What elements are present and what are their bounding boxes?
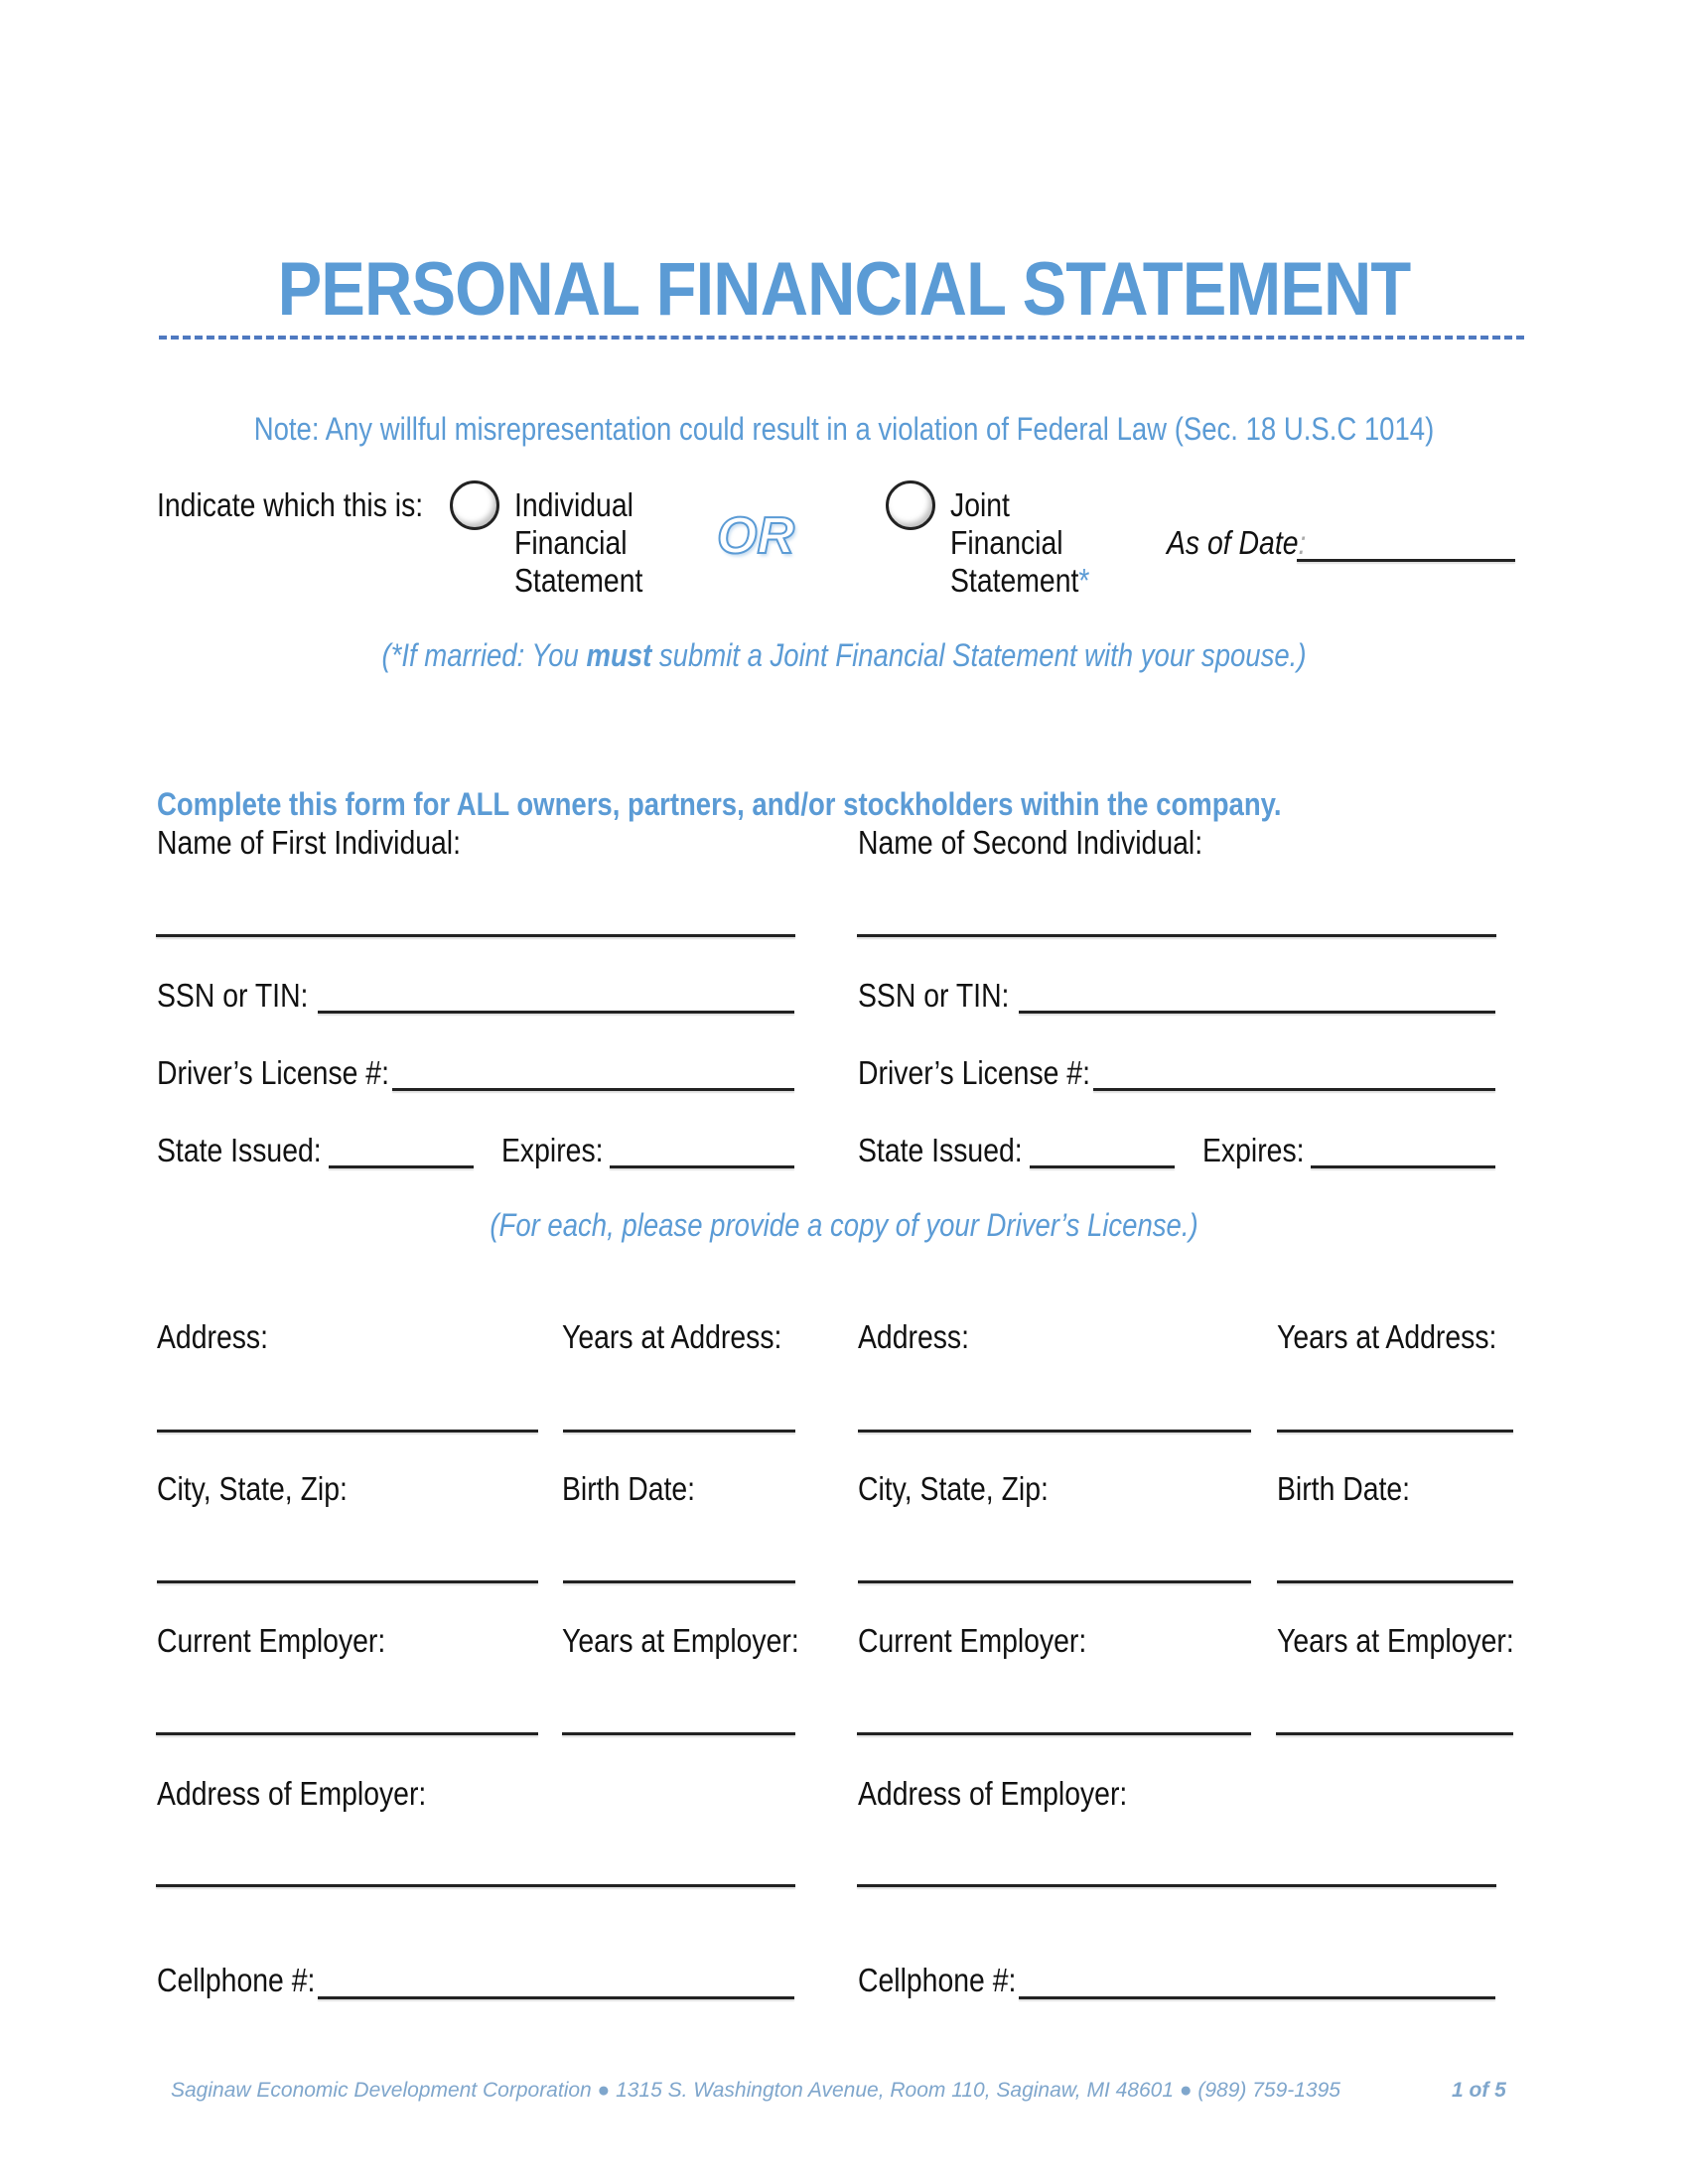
legal-note: Note: Any willful misrepresentation could result in a violation of Federal Law (Sec. 18 U.S.C 1014): [253, 411, 1435, 447]
joint-statement-label: [950, 486, 1089, 600]
joint-statement-radio[interactable]: [886, 480, 935, 530]
first-birth-field[interactable]: [563, 1580, 795, 1583]
second-name-label: Name of Second Individual:: [858, 824, 1203, 861]
first-expires-field[interactable]: [610, 1165, 794, 1168]
second-name-field[interactable]: [857, 934, 1496, 937]
individual-statement-radio[interactable]: [450, 480, 499, 530]
as-of-date-label: [1167, 524, 1306, 562]
drivers-license-note: (For each, please provide a copy of your Driver’s License.): [490, 1207, 1198, 1243]
first-ssn-label: SSN or TIN:: [157, 977, 309, 1014]
as-of-date-text: As of Date: [1167, 524, 1299, 561]
second-ssn-label: SSN or TIN:: [858, 977, 1010, 1014]
second-state-field[interactable]: [1030, 1165, 1175, 1168]
first-years-address-label: Years at Address:: [562, 1318, 782, 1355]
married-note: [118, 637, 1570, 674]
second-ssn-field[interactable]: [1019, 1011, 1495, 1014]
first-dl-field[interactable]: [392, 1088, 794, 1091]
second-years-address-field[interactable]: [1277, 1430, 1513, 1433]
second-birth-label: Birth Date:: [1277, 1470, 1411, 1507]
second-employer-address-field[interactable]: [857, 1884, 1496, 1887]
second-cell-label: Cellphone #:: [858, 1962, 1017, 1998]
page-number: 1 of 5: [1452, 2079, 1506, 2102]
individual-label-line2: Financial: [514, 524, 628, 561]
second-expires-field[interactable]: [1311, 1165, 1495, 1168]
first-cell-label: Cellphone #:: [157, 1962, 316, 1998]
second-expires-label: Expires:: [1202, 1132, 1305, 1168]
instructions: Complete this form for ALL owners, partners, and/or stockholders within the company.: [157, 786, 1282, 822]
footer-address: Saginaw Economic Development Corporation ● 1315 S. Washington Avenue, Room 110, Saginaw, MI 48601 ● (989) 759-1395: [171, 2079, 1340, 2102]
first-city-field[interactable]: [157, 1580, 538, 1583]
second-city-field[interactable]: [858, 1580, 1251, 1583]
statement-type-prompt: Indicate which this is:: [157, 486, 424, 523]
first-employer-field[interactable]: [156, 1732, 538, 1735]
individual-statement-label: [514, 486, 642, 600]
second-employer-field[interactable]: [857, 1732, 1251, 1735]
married-note-suffix: submit a Joint Financial Statement with your spouse.): [651, 637, 1307, 673]
first-address-field[interactable]: [157, 1430, 538, 1433]
first-name-field[interactable]: [156, 934, 795, 937]
page-title: PERSONAL FINANCIAL STATEMENT: [277, 247, 1411, 332]
joint-label-line3: Statement: [950, 562, 1079, 599]
second-address-label: Address:: [858, 1318, 970, 1355]
second-years-employer-field[interactable]: [1276, 1732, 1513, 1735]
first-name-label: Name of First Individual:: [157, 824, 461, 861]
first-birth-label: Birth Date:: [562, 1470, 696, 1507]
first-expires-label: Expires:: [501, 1132, 604, 1168]
first-ssn-field[interactable]: [318, 1011, 794, 1014]
or-label: OR: [717, 507, 794, 565]
second-employer-label: Current Employer:: [858, 1622, 1087, 1659]
first-employer-address-label: Address of Employer:: [157, 1775, 427, 1812]
joint-label-line2: Financial: [950, 524, 1063, 561]
first-employer-label: Current Employer:: [157, 1622, 386, 1659]
second-years-employer-label: Years at Employer:: [1277, 1622, 1514, 1659]
as-of-date-field[interactable]: [1297, 559, 1515, 562]
first-years-employer-field[interactable]: [562, 1732, 795, 1735]
second-cell-field[interactable]: [1019, 1996, 1495, 1999]
joint-label-line1: Joint: [950, 486, 1010, 523]
second-employer-address-label: Address of Employer:: [858, 1775, 1128, 1812]
individual-label-line1: Individual: [514, 486, 633, 523]
second-address-field[interactable]: [858, 1430, 1251, 1433]
second-birth-field[interactable]: [1277, 1580, 1513, 1583]
second-dl-label: Driver’s License #:: [858, 1054, 1090, 1091]
married-note-prefix: (*If married: You: [381, 637, 587, 673]
first-years-employer-label: Years at Employer:: [562, 1622, 799, 1659]
first-state-label: State Issued:: [157, 1132, 322, 1168]
first-years-address-field[interactable]: [563, 1430, 795, 1433]
second-city-label: City, State, Zip:: [858, 1470, 1049, 1507]
first-state-field[interactable]: [329, 1165, 474, 1168]
first-address-label: Address:: [157, 1318, 269, 1355]
first-city-label: City, State, Zip:: [157, 1470, 348, 1507]
first-cell-field[interactable]: [318, 1996, 794, 1999]
second-years-address-label: Years at Address:: [1277, 1318, 1497, 1355]
joint-asterisk: *: [1078, 562, 1090, 599]
title-divider: [159, 336, 1524, 340]
second-state-label: State Issued:: [858, 1132, 1023, 1168]
second-dl-field[interactable]: [1093, 1088, 1495, 1091]
first-employer-address-field[interactable]: [156, 1884, 795, 1887]
married-note-emphasis: must: [586, 637, 652, 673]
first-dl-label: Driver’s License #:: [157, 1054, 389, 1091]
individual-label-line3: Statement: [514, 562, 643, 599]
as-of-date-colon: :: [1298, 524, 1307, 561]
